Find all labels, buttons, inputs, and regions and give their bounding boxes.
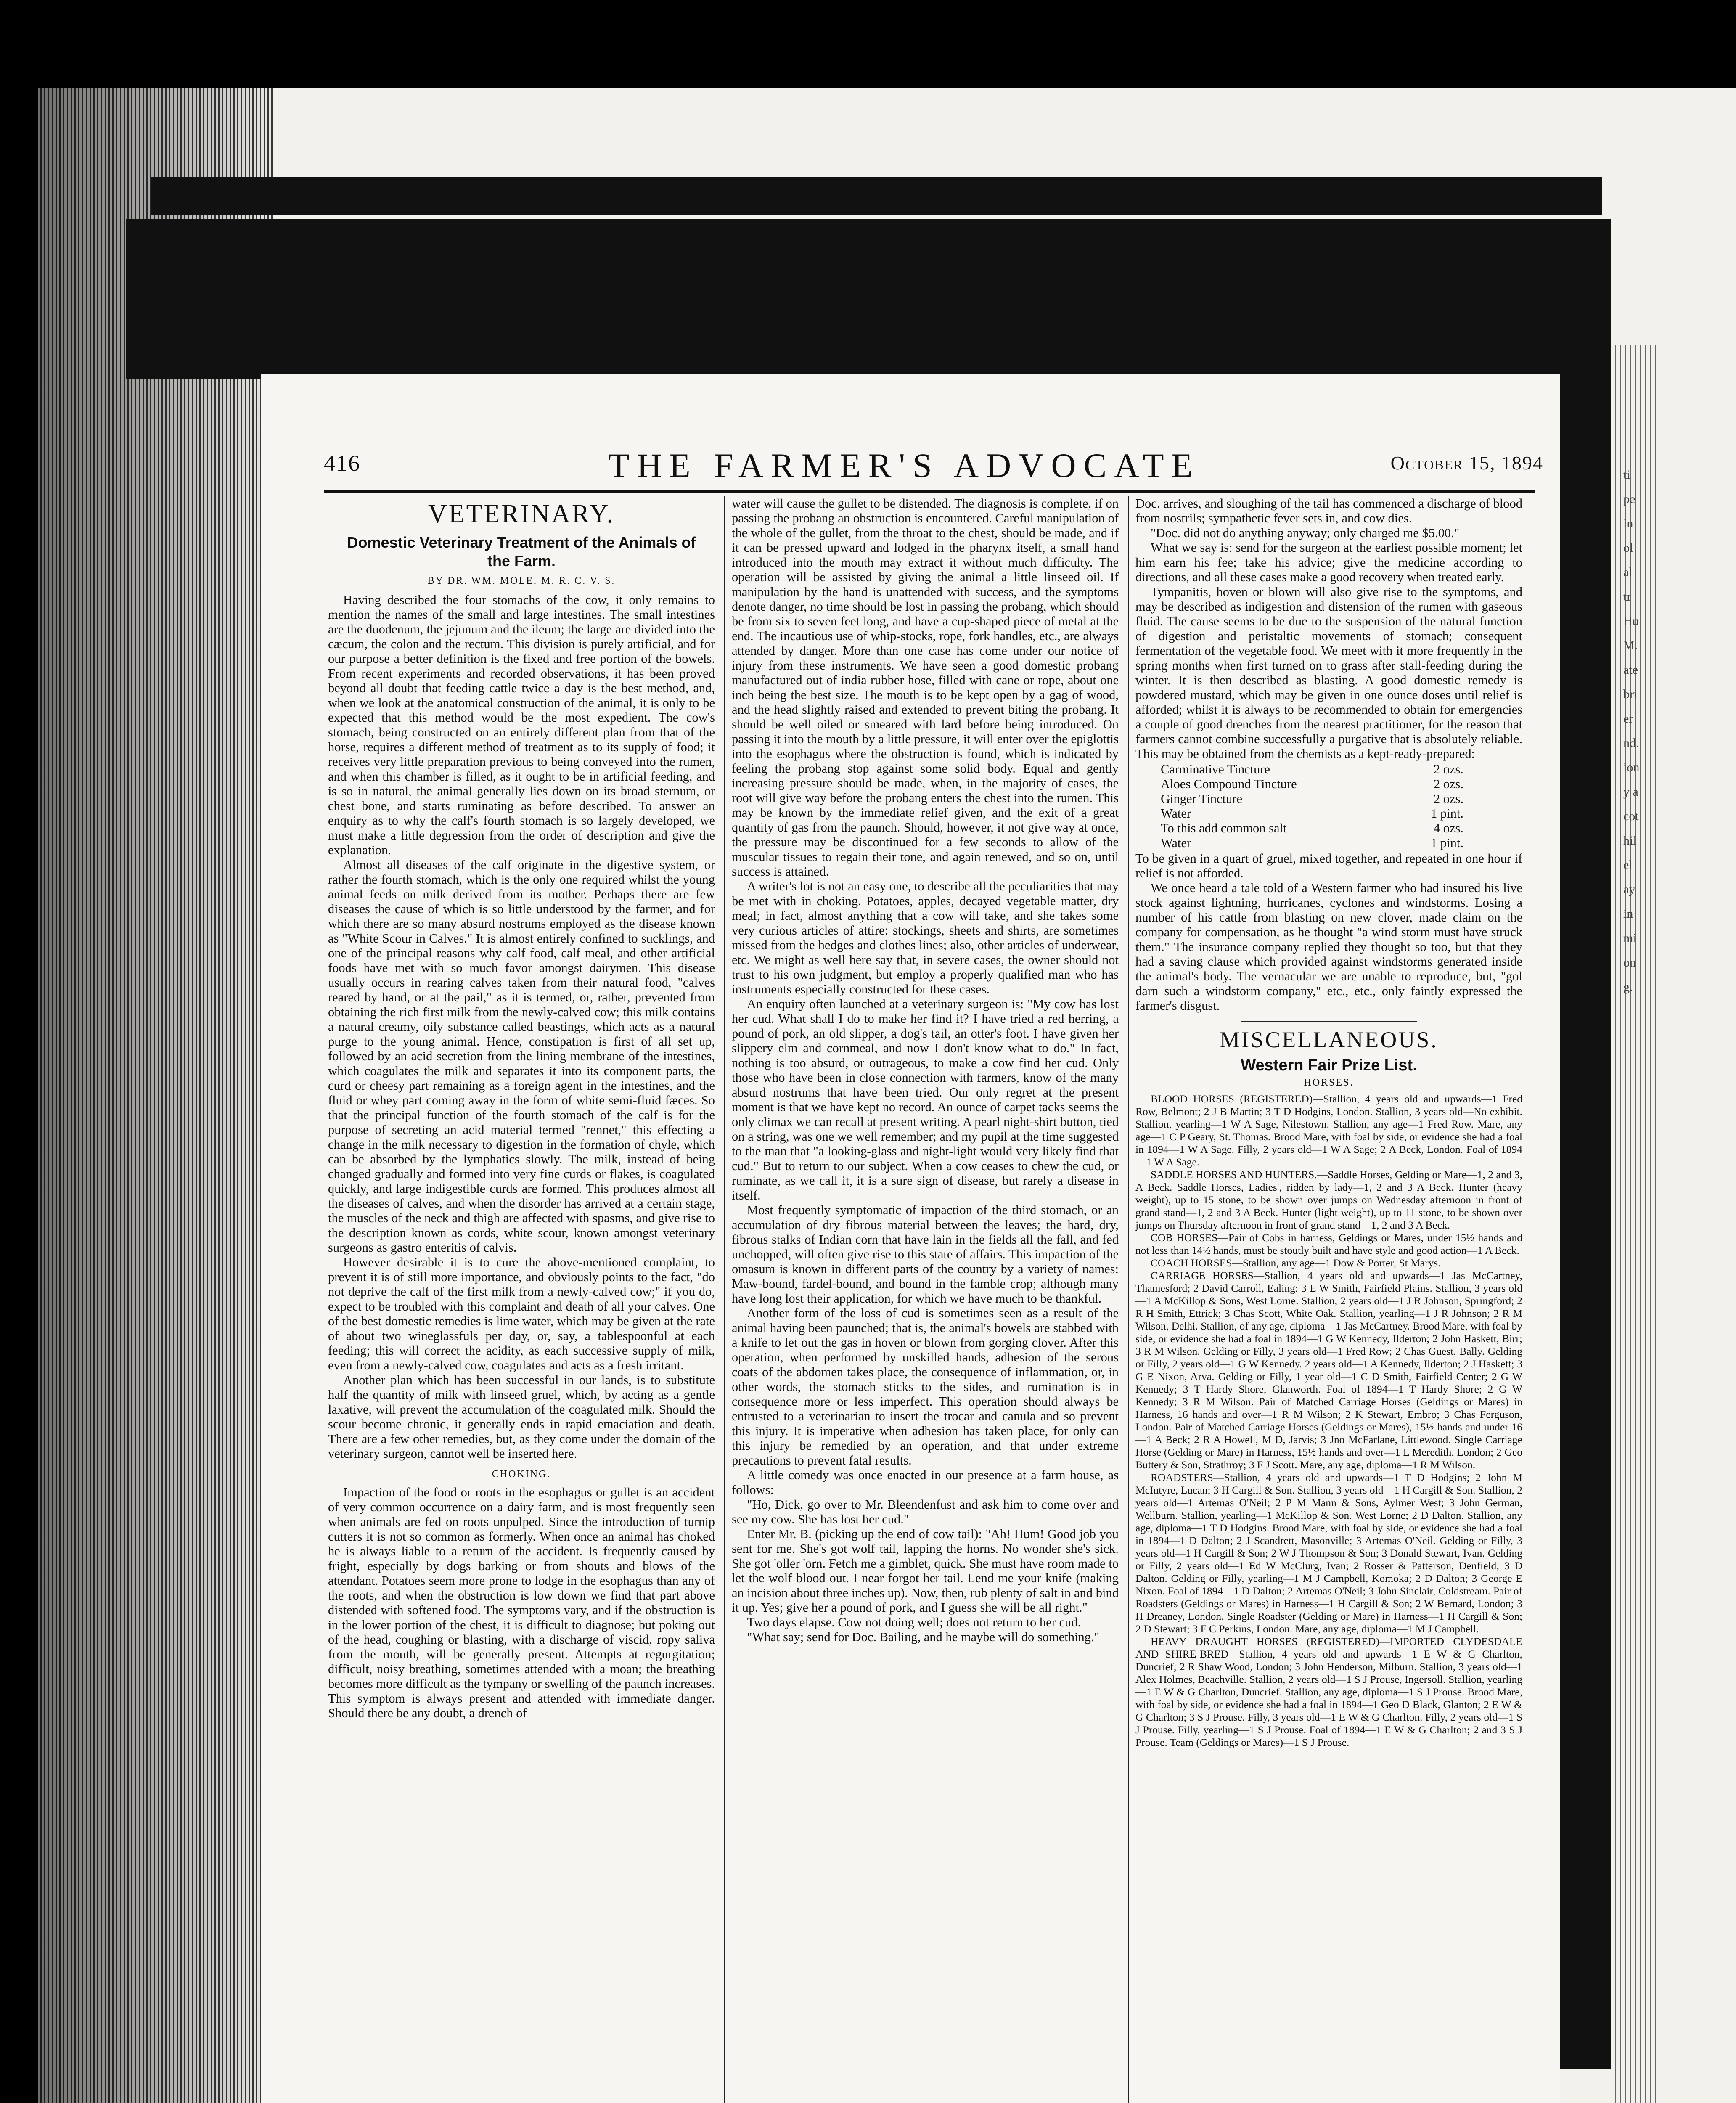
recipe-row — [1161, 762, 1463, 777]
binding-shadow — [126, 219, 1598, 379]
prize-entry: SADDLE HORSES AND HUNTERS.—Saddle Horses, Gelding or Mare—1, 2 and 3, A Beck. Saddle Horses, Ladies', ridden by lady—1, 2 and 3 A Beck. Hunter (heavy weight), up to 15 stone, to be shown over jumps on Wednesday afternoon in front of grand stand—1, 2 and 3 A Beck. Hunter (light weight), up to 11 stone, to be shown over jumps on Thursday afternoon in front of grand stand—1, 2 and 3 A Beck. — [1135, 1168, 1522, 1231]
section-title-veterinary: VETERINARY. — [428, 500, 615, 528]
facing-page-fragment: el — [1623, 858, 1633, 872]
facing-page-fragment: tr — [1623, 590, 1631, 604]
prize-entry: HEAVY DRAUGHT HORSES (REGISTERED)—IMPORTED CLYDESDALE AND SHIRE-BRED—Stallion, 4 years old and upwards—1 E W & G Charlton, Duncrief; 2 R Shaw Wood, London; 3 John Henderson, Milburn. Stallion, 3 years old—1 Alex Holmes, Beachville. Stallion, 2 years old—1 S J Prouse, Ingersoll. Stallion, yearling—1 E W & G Charlton, Duncrief. Stallion, any age, diploma—1 S J Prouse. Brood Mare, with foal by side, or evidence she had a foal in 1894—1 Geo D Black, Glanton; 2 E W & G Charlton; 3 S J Prouse. Filly, 3 years old—1 E W & G Charlton. Filly, 2 years old—1 S J Prouse. Filly, yearling—1 S J Prouse. Foal of 1894—1 E W & G Charlton; 2 and 3 S J Prouse. Team (Geldings or Mares)—1 S J Prouse. — [1135, 1635, 1522, 1748]
recipe-row — [1161, 806, 1463, 821]
facing-page-fragment: in — [1623, 516, 1633, 530]
prize-list-title: Western Fair Prize List. — [1241, 1057, 1417, 1074]
facing-page-fragment: on — [1623, 956, 1636, 969]
recipe-row — [1161, 836, 1463, 850]
facing-page-fragment: pe — [1623, 492, 1635, 506]
facing-page-fragment: hil — [1623, 834, 1637, 848]
article-paragraph: We once heard a tale told of a Western farmer who had insured his live stock against lightning, hurricanes, cyclones and windstorms. Losing a number of his cattle from blasting on new clover, made claim on the company for compensation, as he thought "a wind storm must have struck them." The insurance company replied they thought so too, but that they had a saving clause which provided against windstorms generated inside the animal's body. The vernacular we are unable to reproduce, but, "gol darn such a windstorm company," etc., etc., only faintly expressed the farmer's disgust. — [1135, 881, 1522, 1013]
recipe-row — [1161, 777, 1463, 792]
article-paragraph: Another plan which has been successful in our lands, is to substitute half the quantity of milk with linseed gruel, which, by acting as a gentle laxative, will prevent the accumulation of the coagulated milk. Should the scour become chronic, it generally ends in rapid emaciation and death. There are a few other remedies, but, as they come under the domain of the veterinary surgeon, cannot well be inserted here. — [328, 1373, 715, 1461]
article-paragraph: However desirable it is to cure the above-mentioned complaint, to prevent it is of still more importance, and obviously points to the fact, "do not deprive the calf of the first milk from a newly-calved cow;" if you do, expect to be troubled with this complaint and death of all your calves. One of the best domestic remedies is lime water, which may be given at the rate of about two wineglassfuls per day, or, say, a tablespoonful at each feeding; this will correct the acidity, as each successive supply of milk, even from a newly-calved cow, coagulates and acts as a fresh irritant. — [328, 1255, 715, 1372]
recipe-item: Water — [1161, 806, 1191, 821]
facing-page-fragment: ate — [1623, 663, 1638, 677]
facing-page-fragment: nd. — [1623, 736, 1639, 750]
facing-page-fragment: g. — [1623, 980, 1633, 994]
page-header — [324, 446, 1543, 484]
article-paragraph: Most frequently symptomatic of impaction of the third stomach, or an accumulation of dry fibrous material between the leaves; the hard, dry, fibrous stalks of Indian corn that have lain in the fields all the fall, and fed unchopped, will often give rise to this state of affairs. This impaction of the omasum is known in different parts of the country by a variety of names: Maw-bound, fardel-bound, and bound in the famble crop; although many have long lost their application, for which we have much to be thankful. — [732, 1203, 1119, 1306]
column-2 — [732, 496, 1119, 2103]
header-rule — [324, 490, 1535, 493]
running-head: THE FARMER'S ADVOCATE — [608, 446, 1200, 485]
remedy-recipe — [1161, 762, 1463, 850]
recipe-qty: 2 ozs. — [1433, 762, 1463, 776]
recipe-qty: 2 ozs. — [1433, 777, 1463, 791]
article-paragraph: An enquiry often launched at a veterinary surgeon is: "My cow has lost her cud. What shall I do to make her find it? I have tried a red herring, a pound of pork, an old slipper, a dog's tail, an otter's foot. I have given her slippery elm and cornmeal, and now I don't know what to do." In fact, nothing is too absurd, or outrageous, to make a cow find her cud. Only those who have been in close connection with farmers, know of the many absurd nostrums that have been tried. Our only regret at the present moment is that we have kept no record. An ounce of carpet tacks seems the only climax we can recall at present writing. A pearl night-shirt button, tied on a string, was one we well remember; and my pupil at the time suggested to the man that "a looking-glass and night-light would very likely find that cud." But to return to our subject. When a cow ceases to chew the cud, or ruminate, as we call it, it is a sure sign of disease, but rarely a disease in itself. — [732, 997, 1119, 1202]
article-byline: BY DR. WM. MOLE, M. R. C. V. S. — [427, 575, 616, 586]
facing-page-fragment: y a — [1623, 785, 1638, 799]
recipe-item: Ginger Tincture — [1161, 792, 1243, 806]
facing-page-fragments — [1623, 463, 1674, 1893]
facing-page-fragment: M. — [1623, 638, 1638, 652]
article-paragraph: What we say is: send for the surgeon at the earliest possible moment; let him earn his fee; take his advice; give the medicine according to directions, and all these cases make a good recovery when treated early. — [1135, 540, 1522, 584]
article-paragraph: Having described the four stomachs of the cow, it only remains to mention the names of the small and large intestines. The small intestines are the duodenum, the jejunum and the ileum; the large are divided into the cæcum, the colon and the rectum. This division is purely artificial, and for our purpose a better definition is the fixed and free portion of the bowels. From recent experiments and recorded observations, it has been proved beyond all doubt that feeding cattle twice a day is the best method, and, when we look at the anatomical construction of the animal, it is only to be expected that this method would be the most expedient. The cow's stomach, being constructed on an entirely different plan from that of the horse, requires a different method of treatment as to its supply of food; it receives very little preparation previous to being conveyed into the rumen, and when this chamber is filled, as it ought to be in artificial feeding, and is so in natural, the animal generally lies down on its broad sternum, or chest bone, and starts ruminating as before described. To answer an enquiry as to why the calf's fourth stomach is so largely developed, we must make a little degression from the order of description and give the explanation. — [328, 593, 715, 857]
prize-entry: BLOOD HORSES (REGISTERED)—Stallion, 4 years old and upwards—1 Fred Row, Belmont; 2 J B Martin; 3 T D Hodgins, London. Stallion, 3 years old—No exhibit. Stallion, yearling—1 W A Sage, Nilestown. Stallion, any age—1 Fred Row. Mare, any age—1 C P Geary, St. Thomas. Brood Mare, with foal by side, or evidence she had a foal in 1894—1 W A Sage. Filly, 2 years old—1 W A Sage; 2 A Beck, London. Foal of 1894—1 W A Sage. — [1135, 1093, 1522, 1168]
column-rule — [724, 496, 725, 2103]
recipe-qty: 1 pint. — [1431, 836, 1463, 850]
recipe-item: To this add common salt — [1161, 821, 1287, 835]
facing-page-fragment: ol — [1623, 541, 1633, 555]
facing-page-fragment: ti — [1623, 468, 1630, 482]
article-paragraph: Impaction of the food or roots in the esophagus or gullet is an accident of very common occurrence on a dairy farm, and is most frequently seen when animals are fed on roots unpulped. Since the introduction of turnip cutters it is not so common as formerly. When once an animal has choked he is always liable to a return of the accident. Is frequently caused by fright, especially by dogs barking or from shouts and blows of the attendant. Potatoes seem more prone to lodge in the esophagus than any of the roots, and when the obstruction is low down we find that part above distended with softened food. The symptoms vary, and if the obstruction is in the lower portion of the chest, it is difficult to diagnose; but poking out of the head, coughing or blasting, with a discharge of viscid, ropy saliva from the mouth, will be generally present. Attempts at regurgitation; difficult, noisy breathing, sometimes attended with a moan; the breathing becomes more difficult as the tympany or swelling of the paunch increases. This symptom is always present and attended with immediate danger. Should there be any doubt, a drench of — [328, 1485, 715, 1720]
subheading-choking: CHOKING. — [492, 1469, 551, 1480]
recipe-item: Aloes Compound Tincture — [1161, 777, 1297, 791]
section-divider — [1241, 1021, 1417, 1022]
facing-page-fragment: in — [1623, 907, 1633, 921]
facing-page-fragment: bri — [1623, 687, 1638, 701]
article-paragraph: "Ho, Dick, go over to Mr. Bleendenfust and ask him to come over and see my cow. She has lost her cud." — [732, 1497, 1119, 1526]
facing-page-fragment: ay — [1623, 882, 1635, 896]
recipe-item: Carminative Tincture — [1161, 762, 1270, 776]
binding-shadow-top — [151, 177, 1602, 215]
article-paragraph: A writer's lot is not an easy one, to describe all the peculiarities that may be met with in choking. Potatoes, apples, decayed vegetable matter, dry meal; in fact, almost anything that a cow will take, and she takes some very curious articles of attire: stockings, sheets and shirts, are sometimes missed from the hedges and clothes lines; also, other articles of underwear, etc. We might as well here say that, in severe cases, the owner should not trust to his own judgment, but employ a properly qualified man who has instruments especially constructed for these cases. — [732, 879, 1119, 996]
recipe-instructions: To be given in a quart of gruel, mixed together, and repeated in one hour if relief is not afforded. — [1135, 851, 1522, 880]
facing-page-fragment: er — [1623, 712, 1633, 726]
section-title-miscellaneous: MISCELLANEOUS. — [1220, 1027, 1438, 1052]
article-paragraph: Two days elapse. Cow not doing well; does not return to her cud. — [747, 1615, 1081, 1629]
article-paragraph: "Doc. did not do anything anyway; only charged me $5.00." — [1151, 526, 1460, 540]
recipe-qty: 4 ozs. — [1433, 821, 1463, 835]
recipe-item: Water — [1161, 836, 1191, 850]
article-paragraph: Doc. arrives, and sloughing of the tail has commenced a discharge of blood from nostrils; sympathetic fever sets in, and cow dies. — [1135, 496, 1522, 525]
column-3 — [1135, 496, 1522, 2103]
prize-entry: ROADSTERS—Stallion, 4 years old and upwards—1 T D Hodgins; 2 John M McIntyre, Lucan; 3 H Cargill & Son. Stallion, 3 years old—1 H Cargill & Son. Stallion, 2 years old—1 Artemas O'Neil; 2 P M Mann & Sons, Aylmer West; 3 John German, Wellburn. Stallion, yearling—1 McKillop & Son. West Lorne; 2 D Dalton. Stallion, any age, diploma—1 T D Hodgins. Brood Mare, with foal by side, or evidence she had a foal in 1894—1 D Dalton; 2 J Scandrett, Masonville; 3 Artemas O'Neil. Gelding or Filly, 3 years old—1 H Cargill & Son; 2 W J Thompson & Son; 3 Donald Stewart, Ivan. Gelding or Filly, 2 years old—1 Ed W McClurg, Ivan; 2 Rosser & Patterson, Denfield; 3 D Dalton. Gelding or Filly, yearling—1 M J Campbell, Komoka; 2 D Dalton; 3 George E Nixon. Foal of 1894—1 D Dalton; 2 Artemas O'Neil; 3 John Sinclair, Coldstream. Pair of Roadsters (Geldings or Mares) in Harness—1 H Cargill & Son; 2 W Bernard, London; 3 H Dreaney, London. Single Roadster (Gelding or Mare) in Harness—1 H Cargill & Son; 2 D Stewart; 3 F C Perkins, London. Mare, any age, diploma—1 M J Campbell. — [1135, 1471, 1522, 1635]
article-paragraph: Almost all diseases of the calf originate in the digestive system, or rather the fourth stomach, which is the only one required whilst the young animal feeds on milk derived from its mother. Perhaps there are few diseases the cause of which is so little understood by the farmer, and for which there are so many absurd nostrums employed as the disease known as "White Scour in Calves." It is almost entirely confined to sucklings, and one of the principal reasons why calf food, calf meal, and other artificial foods have met with so much favor amongst dairymen. This disease usually occurs in rearing calves taken from their natural food, "calves reared by hand, or at the pail," as it is termed, or, rather, prevented from obtaining the rich first milk from the newly-calved cow; this milk contains a natural creamy, oily substance called beastings, which acts as a natural purge to the young animal. Hence, constipation is first of all set up, followed by an acid secretion from the lining membrane of the intestines, which coagulates the milk and separates it into its component parts, the curd or cheesy part remaining as a foreign agent in the intestines, and the fluid or whey part coming away in the form of white semi-fluid fæces. So that the principal function of the fourth stomach of the calf is for the purpose of secreting an acid material termed "rennet," this effecting a change in the milk necessary to digestion in the formation of chyle, which can be absorbed by the lymphatics slowly. The milk, instead of being changed gradually and formed into very fine curds or flakes, is coagulated quickly, and large indigestible curds are formed. This produces almost all the diseases of calves, and when the disorder has arrived at a certain stage, the muscles of the neck and thigh are affected with spasms, and give rise to the description known as cords, white scour, known amongst veterinary surgeons as gastro enteritis of calvis. — [328, 858, 715, 1255]
page-number: 416 — [324, 450, 360, 476]
binding-shadow-right — [1560, 219, 1611, 2069]
facing-page-fragment: Hu — [1623, 614, 1639, 628]
facing-page-fragment: cot — [1623, 809, 1639, 823]
recipe-row — [1161, 792, 1463, 806]
article-paragraph: Another form of the loss of cud is sometimes seen as a result of the animal having been paunched; that is, the animal's bowels are stabbed with a knife to let out the gas in hoven or blown from gorging clover. After this operation, when performed by unskilled hands, adhesion of the serous coats of the abdomen takes place, the consequence of inflammation, or, in other words, the stomach sticks to the sides, and rumination is in consequence more or less imperfect. This operation should always be entrusted to a veterinarian to insert the trocar and canula and so prevent this injury. It is imperative when adhesion has taken place, for only can this injury be remedied by an operation, and that under extreme precautions to prevent fatal results. — [732, 1306, 1119, 1467]
recipe-qty: 1 pint. — [1431, 806, 1463, 821]
column-1 — [328, 496, 715, 2103]
article-paragraph: water will cause the gullet to be distended. The diagnosis is complete, if on passing the probang an obstruction is encountered. Careful manipulation of the whole of the gullet, from the throat to the chest, should be made, and if it can be pressed upward and lodged in the pharynx itself, a small hand introduced into the mouth may extract it without much difficulty. The operation will be assisted by giving the animal a little linseed oil. If manipulation by the hand is unattended with success, and the symptoms denote danger, no time should be lost in passing the probang, which should be from six to seven feet long, and have a cup-shaped piece of metal at the end. The incautious use of whip-stocks, rope, fork handles, etc., are always attended by danger. More than one case has come under our notice of injury from these instruments. We have seen a good domestic probang manufactured out of india rubber hose, filled with cane or rope, about one inch being the best size. The mouth is to be kept open by a gag of wood, and the head slightly raised and extended to prevent biting the probang. It should be well oiled or smeared with lard before being introduced. On passing it into the mouth by a little pressure, it will enter over the epiglottis into the esophagus where the obstruction is found, which is indicated by feeling the probang stop against some solid body. Equal and gently increasing pressure should be made, when, in the majority of cases, the root will give way before the probang enters the chest into the rumen. This may be known by the immediate relief given, and the exit of a great quantity of gas from the paunch. Should, however, it not give way at once, the pressure may be discontinued for a few seconds to allow of the muscular tissues to regain their tone, and again renewed, and so on, until success is attained. — [732, 496, 1119, 879]
article-paragraph: Tympanitis, hoven or blown will also give rise to the symptoms, and may be described as indigestion and distension of the rumen with gaseous fluid. The cause seems to be due to the suspension of the natural function of digestion and peristaltic movements of stomach; consequent fermentation of the vegetable food. We meet with it more frequently in the spring months when first turned on to grass after stall-feeding during the winter. It is then described as blasting. A good domestic remedy is powdered mustard, which may be given in one ounce doses until relief is afforded; whilst it is always to be recommended to obtain for emergencies a couple of good drenches from the nearest practitioner, for the reason that farmers cannot combine successfully a purgative that is absolutely reliable. This may be obtained from the chemists as a kept-ready-prepared: — [1135, 585, 1522, 761]
facing-page-fragment: al — [1623, 565, 1633, 579]
prize-entry: COACH HORSES—Stallion, any age—1 Dow & Porter, St Marys. — [1151, 1257, 1441, 1269]
prize-entry: CARRIAGE HORSES—Stallion, 4 years old and upwards—1 Jas McCartney, Thamesford; 2 David Carroll, Ealing; 3 E W Smith, Fairfield Plains. Stallion, 3 years old—1 A McKillop & Sons, West Lorne. Stallion, 2 years old—1 J R Johnson, Springford; 2 R H Smith, Ettrick; 3 Chas Scott, White Oak. Stallion, yearling—1 J R Johnson; 2 R M Wilson, Delhi. Stallion, of any age, diploma—1 Jas McCartney. Brood Mare, with foal by side, or evidence she had a foal in 1894—1 G W Kennedy, Ilderton; 2 John Haskett, Birr; 3 R M Wilson. Gelding or Filly, 3 years old—1 Fred Row; 2 Chas Guest, Bally. Gelding or Filly, 2 years old—1 G W Kennedy. 2 years old—1 A Kennedy, Ilderton; 2 J Haskett; 3 G E Nixon, Arva. Gelding or Filly, 1 year old—1 C D Smith, Fairfield Center; 2 G W Kennedy; 3 T Hardy Shore, Glanworth. Foal of 1894—1 T Hardy Shore; 2 G W Kennedy; 3 R M Wilson. Pair of Matched Carriage Horses (Geldings or Mares) in Harness, 16 hands and over—1 R M Wilson; 2 K Stewart, Embro; 3 Chas Ferguson, London. Pair of Matched Carriage Horses (Geldings or Mares), 15½ hands and under 16—1 A Beck; 2 R A Howell, M D, Jarvis; 3 Jno McFarlane, Littlewood. Single Carriage Horse (Gelding or Mare) in Harness, 15½ hands and over—1 L Meredith, London; 2 Geo Buttery & Son, Strathroy; 3 F J Scott. Mare, any age, diploma—1 R M Wilson. — [1135, 1269, 1522, 1471]
issue-date: October 15, 1894 — [1390, 452, 1543, 474]
article-title: Domestic Veterinary Treatment of the Animals of the Farm. — [347, 534, 696, 569]
article-paragraph: A little comedy was once enacted in our presence at a farm house, as follows: — [732, 1468, 1119, 1497]
prize-list-subhead: HORSES. — [1304, 1077, 1354, 1088]
recipe-qty: 2 ozs. — [1433, 792, 1463, 806]
recipe-row — [1161, 821, 1463, 836]
article-paragraph: Enter Mr. B. (picking up the end of cow tail): "Ah! Hum! Good job you sent for me. She's got wolf tail, lapping the horns. No wonder she's sick. She got 'oller 'orn. Fetch me a gimblet, quick. She must have room made to let the wolf blood out. I near forgot her tail. Lend me your knife (making an incision about three inches up). Now, then, rub plenty of salt in and bind it up. Yes; give her a pound of pork, and I guess she will be all right." — [732, 1527, 1119, 1615]
facing-page-fragment: ion — [1623, 760, 1640, 774]
prize-entry: COB HORSES—Pair of Cobs in harness, Geldings or Mares, under 15½ hands and not less than 14½ hands, must be stoutly built and have style and good action—1 A Beck. — [1135, 1232, 1522, 1256]
column-rule — [1128, 496, 1129, 2103]
book-edge-shadow — [38, 88, 273, 2103]
facing-page-fragment: mi — [1623, 931, 1637, 945]
article-paragraph: "What say; send for Doc. Bailing, and he maybe will do something." — [747, 1630, 1100, 1644]
